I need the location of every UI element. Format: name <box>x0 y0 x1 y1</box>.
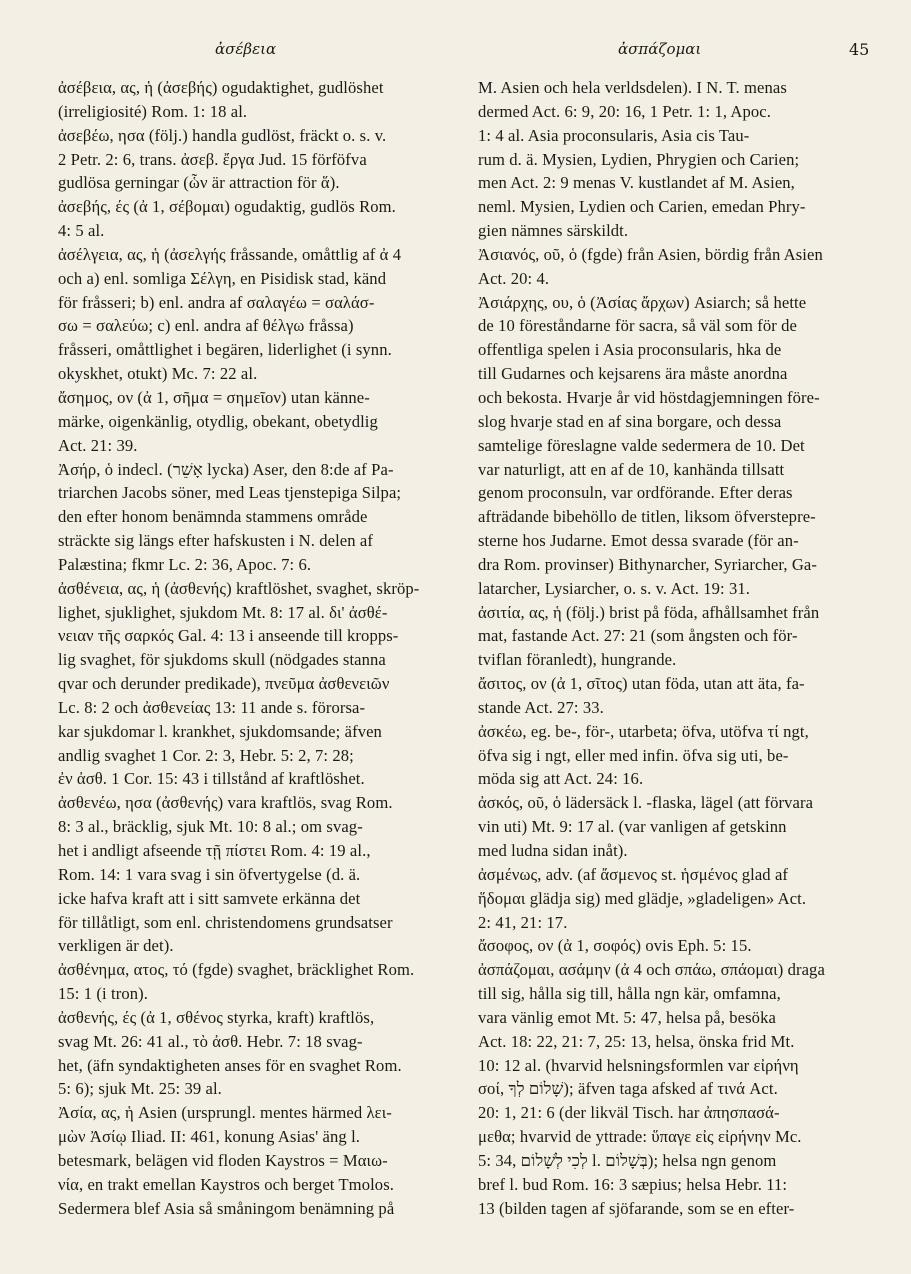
text-line: vin uti) Mt. 9: 17 al. (var vanligen af getskinn <box>478 817 787 837</box>
text-line: för fråsseri; b) enl. andra af σαλαγέω = σαλάσ- <box>58 292 375 312</box>
text-line: med ludna sidan inåt). <box>478 841 628 860</box>
text-line: Act. 20: 4. <box>478 268 550 288</box>
text-line: Palæstina; fkmr Lc. 2: 36, Apoc. 7: 6. <box>58 554 312 574</box>
text-line: kar sjukdomar l. krankhet, sjukdomsande; äfven <box>58 721 382 741</box>
text-line: ἀσθενής, ές (ἀ 1, σθένος styrka, kraft) kraftlös, <box>58 1007 375 1027</box>
text-line: ἀσθένημα, ατος, τό (fgde) svaghet, bräcklighet Rom. <box>58 960 415 980</box>
text-line: triarchen Jacobs söner, med Leas tjenstepiga Silpa; <box>58 483 402 503</box>
text-line: 5: 6); sjuk Mt. 25: 39 al. <box>58 1079 222 1099</box>
text-line: till sig, hålla sig till, hålla ngn kär, omfamna, <box>478 984 781 1004</box>
text-line: ἄσιτος, ον (ἀ 1, σῖτος) utan föda, utan att äta, fa- <box>478 674 805 694</box>
text-line: Lc. 8: 2 och ἀσθενείας 13: 11 ande s. förorsa- <box>58 697 366 717</box>
text-line: fråsseri, omåttlighet i begären, liderlighet (i synn. <box>58 340 392 360</box>
text-line: genom proconsuln, var ordförande. Efter deras <box>478 483 793 503</box>
text-line: men Act. 2: 9 menas V. kustlandet af M. Asien, <box>478 173 795 193</box>
text-line: Ἀσιανός, οῦ, ὁ (fgde) från Asien, bördig från Asien <box>478 244 823 264</box>
text-line: Ἀσιάρχης, ου, ὁ (Ἀσίας ἄρχων) Asiarch; så hette <box>478 292 807 312</box>
text-line: 8: 3 al., bräcklig, sjuk Mt. 10: 8 al.; om svag- <box>58 817 363 837</box>
text-line: de 10 föreståndarne för sacra, så väl som för de <box>478 316 798 336</box>
text-line: ἀσιτία, ας, ἡ (följ.) brist på föda, afhållsamhet från <box>478 602 820 622</box>
text-line: andlig svaghet 1 Cor. 2: 3, Hebr. 5: 2, 7: 28; <box>58 745 354 765</box>
text-line: den efter honom benämnda stammens område <box>58 507 368 527</box>
right-running-head: ἀσπάζομαι <box>618 40 702 58</box>
text-line: gien nämnes särskildt. <box>478 221 629 241</box>
right-column <box>478 76 880 1221</box>
text-line: okyskhet, otukt) Mc. 7: 22 al. <box>58 364 258 384</box>
text-line: var naturligt, att en af de 10, kanhända tillsatt <box>478 459 785 479</box>
text-line: tviflan föranledt), hungrande. <box>478 650 677 670</box>
text-line: het, (äfn syndaktigheten anses för en svaghet Rom. <box>58 1055 402 1075</box>
text-line: ἄσημος, ον (ἀ 1, σῆμα = σημεῖον) utan känne- <box>58 387 370 407</box>
text-line: rum d. ä. Mysien, Lydien, Phrygien och Carien; <box>478 149 800 169</box>
text-line: Act. 18: 22, 21: 7, 25: 13, helsa, önska frid Mt. <box>478 1031 795 1051</box>
text-line: Ἀσία, ας, ἡ Asien (ursprungl. mentes härmed λει- <box>58 1103 392 1123</box>
text-line: mat, fastande Act. 27: 21 (som ångsten och för- <box>478 626 798 646</box>
text-line: ἀσκός, οῦ, ὁ lädersäck l. -flaska, lägel (att förvara <box>478 793 814 813</box>
text-line: slog hvarje stad en af sina borgare, och dessa <box>478 411 782 431</box>
text-line: 2 Petr. 2: 6, trans. ἀσεβ. ἔργα Jud. 15 förföfva <box>58 149 367 169</box>
text-line: afträdande bibehöllo de titlen, liksom öfverstepre- <box>478 507 816 527</box>
text-line: μεθα; hvarvid de yttrade: ὕπαγε εἰς εἰρήνην Mc. <box>478 1127 802 1147</box>
text-line: möda sig att Act. 24: 16. <box>478 769 644 789</box>
text-line: för tillåtligt, som enl. christendomens grundsatser <box>58 912 393 932</box>
text-line: gudlösa gerningar (ὧν är attraction för ἅ). <box>58 173 340 193</box>
text-line: ἀσέλγεια, ας, ἡ (ἀσελγής fråssande, omåttlig af ἀ 4 <box>58 244 402 264</box>
text-line: M. Asien och hela verldsdelen). I N. T. menas <box>478 78 787 97</box>
left-column <box>58 76 460 1221</box>
text-line: Sedermera blef Asia så småningom benämning på <box>58 1198 395 1218</box>
text-line: märke, oigenkänlig, otydlig, obekant, obetydlig <box>58 411 378 431</box>
text-line: Act. 21: 39. <box>58 435 138 455</box>
text-line: σω = σαλεύω; c) enl. andra af θέλγω fråssa) <box>58 316 354 336</box>
text-line: ἀσεβέω, ησα (följ.) handla gudlöst, fräckt o. s. v. <box>58 125 387 145</box>
text-line: icke hafva kraft att i sitt samvete erkänna det <box>58 888 361 908</box>
text-line: 1: 4 al. Asia proconsularis, Asia cis Tau- <box>478 125 750 145</box>
text-line: dra Rom. provinser) Bithynarcher, Syriarcher, Ga- <box>478 554 818 574</box>
text-line: bref l. bud Rom. 16: 3 sæpius; helsa Hebr. 11: <box>478 1174 788 1194</box>
text-line: och a) enl. somliga Σέλγη, en Pisidisk stad, känd <box>58 268 387 288</box>
text-line: 4: 5 al. <box>58 221 105 241</box>
text-line: ἀσθένεια, ας, ἡ (ἀσθενής) kraftlöshet, svaghet, skröp- <box>58 578 420 598</box>
text-line: ἐν ἀσθ. 1 Cor. 15: 43 i tillstånd af kraftlöshet. <box>58 769 365 789</box>
text-line: Ἀσήρ, ὁ indecl. (אָשֵׁר lycka) Aser, den 8:de af Pa- <box>58 459 394 479</box>
text-line: svag Mt. 26: 41 al., τὸ ἀσθ. Hebr. 7: 18 svag- <box>58 1031 363 1051</box>
page-number: 45 <box>849 40 870 59</box>
text-line: till Gudarnes och kejsarens ära måste anordna <box>478 364 788 384</box>
text-line: νειαν τῆς σαρκός Gal. 4: 13 i anseende till kropps- <box>58 626 399 646</box>
text-line: 15: 1 (i tron). <box>58 984 148 1004</box>
text-line: verkligen är det). <box>58 936 174 956</box>
text-line: ἀσθενέω, ησα (ἀσθενής) vara kraftlös, svag Rom. <box>58 793 393 813</box>
text-line: 2: 41, 21: 17. <box>478 912 568 932</box>
text-line: stande Act. 27: 33. <box>478 697 604 717</box>
text-line: och bekosta. Hvarje år vid höstdagjemningen före- <box>478 387 820 407</box>
text-line: ἀσέβεια, ας, ἡ (ἀσεβής) ogudaktighet, gudlöshet <box>58 78 384 97</box>
text-line: dermed Act. 6: 9, 20: 16, 1 Petr. 1: 1, Apoc. <box>478 101 772 121</box>
text-line: ἥδομαι glädja sig) med glädje, »gladeligen» Act. <box>478 888 807 908</box>
text-line: offentliga spelen i Asia proconsularis, hka de <box>478 340 782 360</box>
running-header <box>0 40 911 66</box>
text-line: ἀσπάζομαι, ασάμην (ἀ 4 och σπάω, σπάομαι) draga <box>478 960 825 980</box>
text-line: sterne hos Judarne. Emot dessa svarade (för an- <box>478 531 799 551</box>
text-line: 20: 1, 21: 6 (der likväl Tisch. har ἀπησπασά- <box>478 1103 780 1123</box>
text-line: betesmark, belägen vid floden Kaystros = Μαιω- <box>58 1150 388 1170</box>
text-line: νία, en trakt emellan Kaystros och berget Tmolos. <box>58 1174 395 1194</box>
text-line: het i andligt afseende τῇ πίστει Rom. 4: 19 al., <box>58 841 371 860</box>
text-line: qvar och derunder predikade), πνεῦμα ἀσθενειῶν <box>58 674 390 694</box>
text-line: sträckte sig längs efter hafskusten i N. delen af <box>58 531 374 551</box>
text-line: vara vänlig emot Mt. 5: 47, helsa på, besöka <box>478 1007 776 1027</box>
text-line: öfva sig i ngt, eller med infin. öfva sig uti, be- <box>478 745 789 765</box>
text-line: 5: 34, לְכִי לְשָׁלוֹם l. בְּשָׁלוֹם); helsa ngn genom <box>478 1150 777 1170</box>
text-line: Rom. 14: 1 vara svag i sin öfvertygelse (d. ä. <box>58 864 361 884</box>
text-line: σοί, שָׁלוֹם לְךָ); äfven taga afsked af τινά Act. <box>478 1079 778 1099</box>
text-line: (irreligiosité) Rom. 1: 18 al. <box>58 101 248 121</box>
text-line: ἀσκέω, eg. be-, för-, utarbeta; öfva, utöfva τί ngt, <box>478 721 809 741</box>
text-line: 10: 12 al. (hvarvid helsningsformlen var εἰρήνη <box>478 1055 799 1075</box>
text-line: latarcher, Lysiarcher, o. s. v. Act. 19: 31. <box>478 578 751 598</box>
text-line: 13 (bilden tagen af sjöfarande, som se en efter- <box>478 1198 795 1218</box>
text-line: lig svaghet, för sjukdoms skull (nödgades stanna <box>58 650 386 670</box>
text-line: μὼν Ἀσίῳ Iliad. II: 461, konung Asias' äng l. <box>58 1127 361 1147</box>
text-line: ἄσοφος, ον (ἀ 1, σοφός) ovis Eph. 5: 15. <box>478 936 752 956</box>
text-line: lighet, sjuklighet, sjukdom Mt. 8: 17 al. δι' ἀσθέ- <box>58 602 388 622</box>
text-line: ἀσμένως, adv. (af ἄσμενος st. ἡσμένος glad af <box>478 864 789 884</box>
left-running-head: ἀσέβεια <box>215 40 277 58</box>
text-line: neml. Mysien, Lydien och Carien, emedan Phry- <box>478 197 806 217</box>
text-line: samtelige föreslagne valde sedermera de 10. Det <box>478 435 805 455</box>
text-line: ἀσεβής, ές (ἀ 1, σέβομαι) ogudaktig, gudlös Rom. <box>58 197 396 217</box>
